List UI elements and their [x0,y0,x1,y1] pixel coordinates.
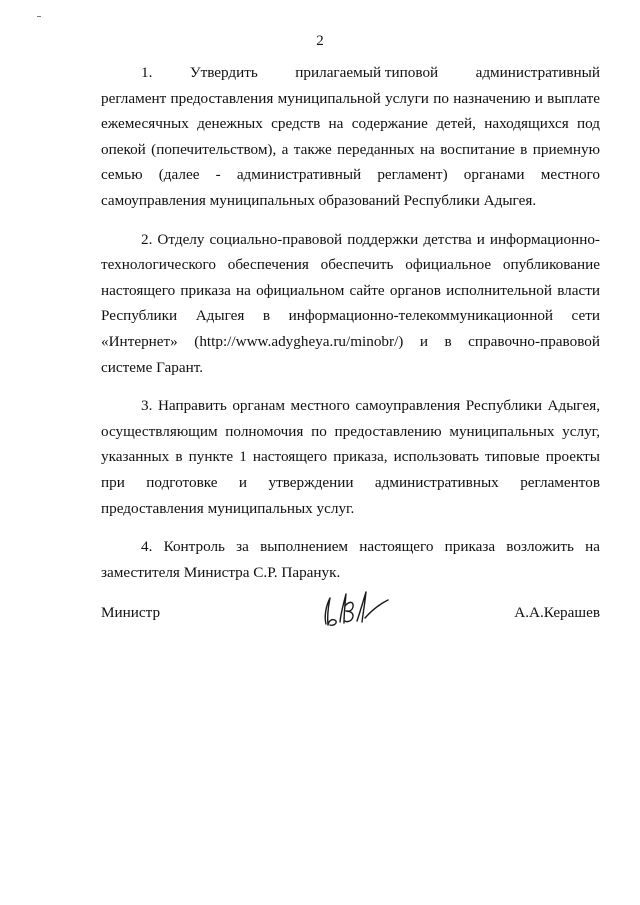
signature-block [101,588,600,638]
scan-mark [37,16,41,17]
paragraph-1-word-administrative: административный [475,64,600,81]
paragraph-1-number: 1. [141,64,153,81]
paragraph-4: 4. Контроль за выполнением настоящего приказа возложить на заместителя Министра С.Р. Паранук. [101,538,600,581]
paragraph-2: 2. Отделу социально-правовой поддержки детства и информационно-технологического обеспечения обеспечить официальное опубликование настоящего приказа на официальном сайте органов исполнительной власти Республики Адыгея в информационно-телекоммуникационной сети «Интернет» (http://www.adygheya.ru/minobr/) и в справочно-правовой системе Гарант. [101,230,600,376]
document-body [101,60,600,598]
signatory-name: А.А.Керашев [514,604,600,621]
paragraph-1-text: регламент предоставления муниципальной услуги по назначению и выплате ежемесячных денежных средств на содержание детей, находящихся под опекой (попечительством), а также переданных на воспитание в приемную семью (далее - административный регламент) органами местного самоуправления муниципальных образований Республики Адыгея. [101,89,600,209]
paragraph-1-word-approve: Утвердить [189,64,258,81]
paragraph-1-first-line [101,60,600,86]
handwritten-signature [316,588,396,632]
paragraph-1 [101,60,600,214]
paragraph-3: 3. Направить органам местного самоуправления Республики Адыгея, осуществляющим полномочия по предоставлению муниципальных услуг, указанных в пункте 1 настоящего приказа, использовать типовые проекты при подготовке и утверждении административных регламентов предоставления муниципальных услуг. [101,397,600,517]
page-number: 2 [316,33,324,49]
signatory-title: Министр [101,604,161,621]
paragraph-1-word-attached: прилагаемый типовой [295,64,439,81]
